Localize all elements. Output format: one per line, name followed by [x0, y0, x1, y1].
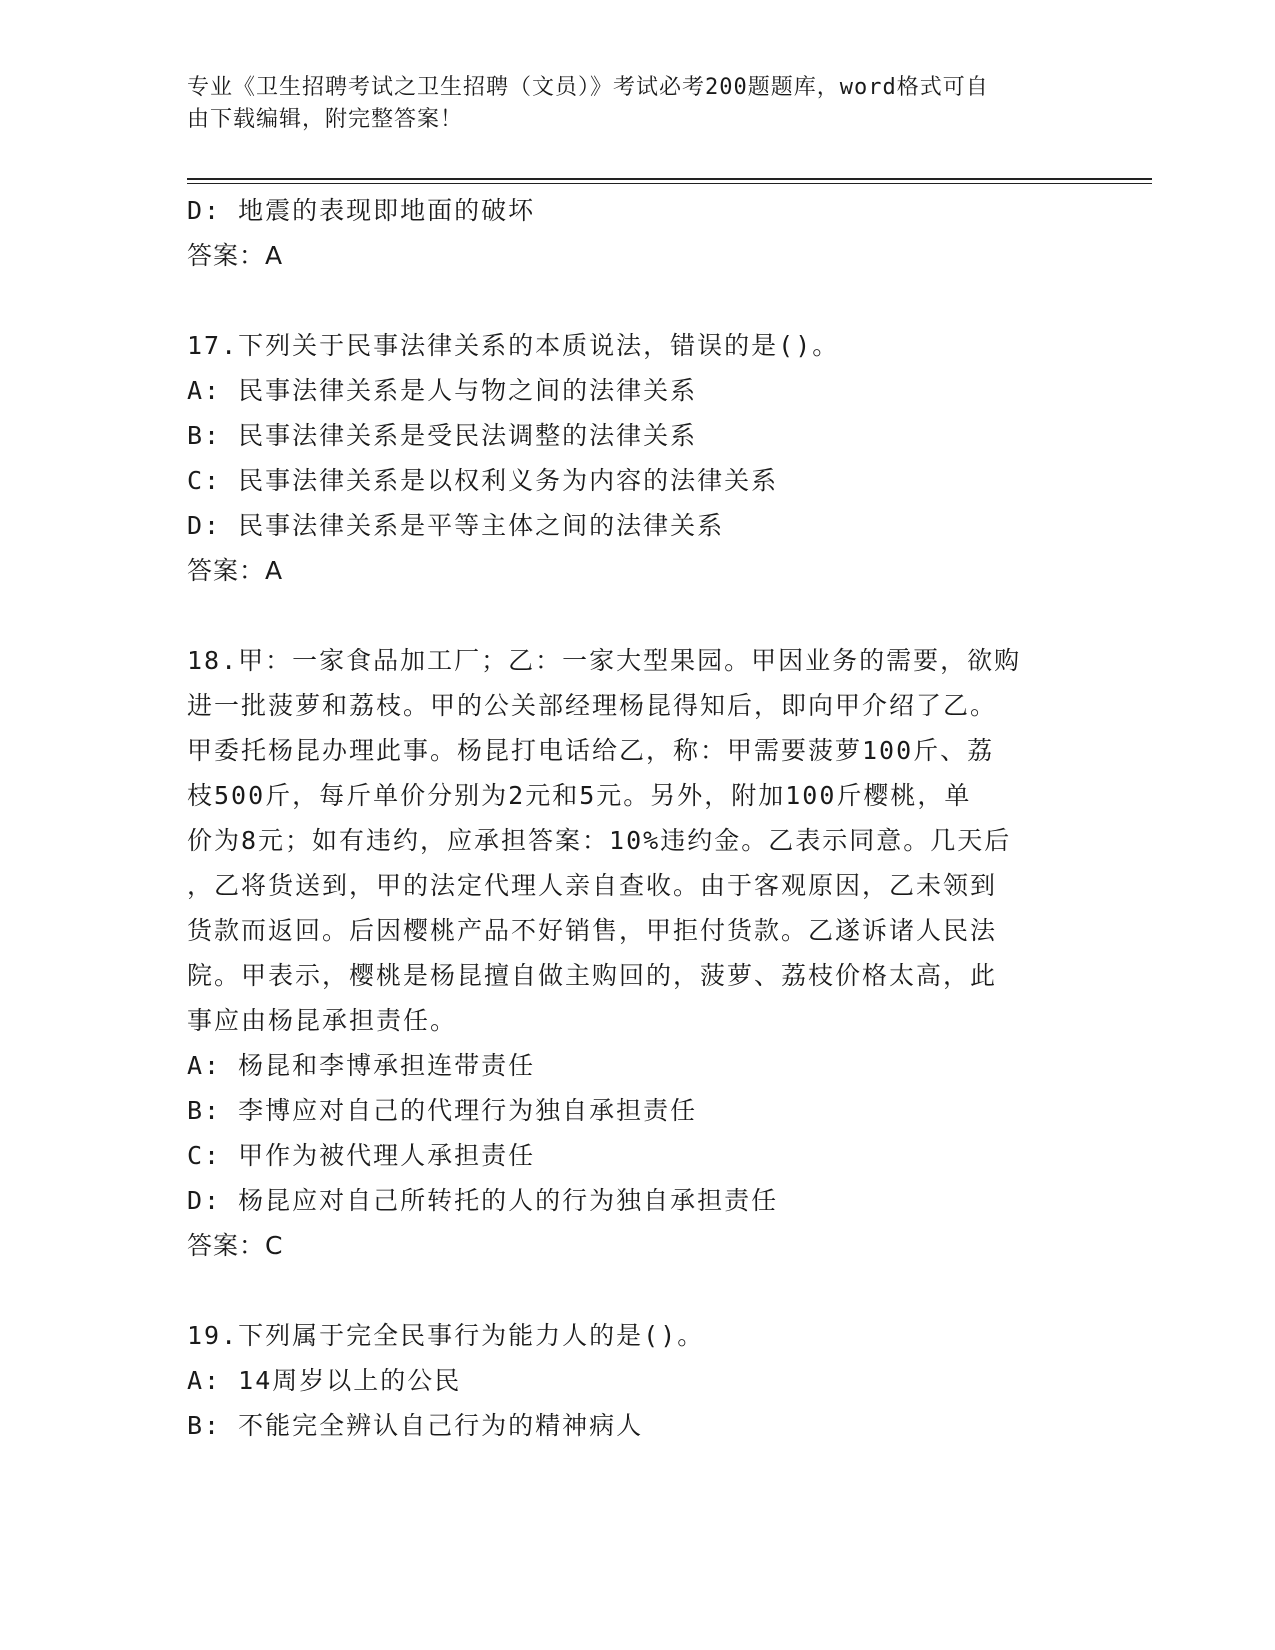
q18-stem-line: 货款而返回。后因樱桃产品不好销售，甲拒付货款。乙遂诉诸人民法	[187, 916, 998, 945]
question-16-tail	[187, 188, 1087, 278]
document-header	[187, 72, 1067, 136]
question-19	[187, 1313, 1087, 1448]
question-17	[187, 323, 1087, 593]
q17-answer: 答案：A	[187, 556, 284, 585]
q18-stem-line: 进一批菠萝和荔枝。甲的公关部经理杨昆得知后，即向甲介绍了乙。	[187, 691, 998, 720]
header-divider	[187, 178, 1152, 184]
q18-stem-line: 价为8元；如有违约，应承担答案：10%违约金。乙表示同意。几天后	[187, 826, 1012, 855]
q18-stem-line: 事应由杨昆承担责任。	[187, 1006, 458, 1035]
q17-option-d: D: 民事法律关系是平等主体之间的法律关系	[187, 511, 725, 540]
q18-option-c: C: 甲作为被代理人承担责任	[187, 1141, 536, 1170]
q19-option-b: B: 不能完全辨认自己行为的精神病人	[187, 1411, 644, 1440]
header-line-2: 由下载编辑，附完整答案！	[187, 107, 464, 132]
q16-option-d: D: 地震的表现即地面的破坏	[187, 196, 536, 225]
q18-stem-line: 院。甲表示，樱桃是杨昆擅自做主购回的，菠萝、荔枝价格太高，此	[187, 961, 998, 990]
spacer	[187, 1268, 1087, 1313]
question-list	[187, 188, 1087, 1448]
q19-option-a: A: 14周岁以上的公民	[187, 1366, 462, 1395]
q18-option-b: B: 李博应对自己的代理行为独自承担责任	[187, 1096, 698, 1125]
q18-stem-line: 18.甲：一家食品加工厂；乙：一家大型果园。甲因业务的需要，欲购	[187, 646, 1022, 675]
spacer	[187, 593, 1087, 638]
q18-stem-line: 枝500斤，每斤单价分别为2元和5元。另外，附加100斤樱桃，单	[187, 781, 972, 810]
q18-stem-line: ，乙将货送到，甲的法定代理人亲自查收。由于客观原因，乙未领到	[187, 871, 998, 900]
q19-stem: 19.下列属于完全民事行为能力人的是()。	[187, 1321, 705, 1350]
q18-answer: 答案：C	[187, 1231, 284, 1260]
q16-answer: 答案：A	[187, 241, 284, 270]
header-line-1: 专业《卫生招聘考试之卫生招聘（文员）》考试必考200题题库，word格式可自	[187, 75, 989, 100]
q17-option-b: B: 民事法律关系是受民法调整的法律关系	[187, 421, 698, 450]
q18-option-a: A: 杨昆和李博承担连带责任	[187, 1051, 536, 1080]
question-18	[187, 638, 1087, 1268]
q18-stem-line: 甲委托杨昆办理此事。杨昆打电话给乙，称：甲需要菠萝100斤、荔	[187, 736, 995, 765]
spacer	[187, 278, 1087, 323]
q18-option-d: D: 杨昆应对自己所转托的人的行为独自承担责任	[187, 1186, 779, 1215]
q17-stem: 17.下列关于民事法律关系的本质说法，错误的是()。	[187, 331, 840, 360]
q17-option-a: A: 民事法律关系是人与物之间的法律关系	[187, 376, 698, 405]
q17-option-c: C: 民事法律关系是以权利义务为内容的法律关系	[187, 466, 779, 495]
